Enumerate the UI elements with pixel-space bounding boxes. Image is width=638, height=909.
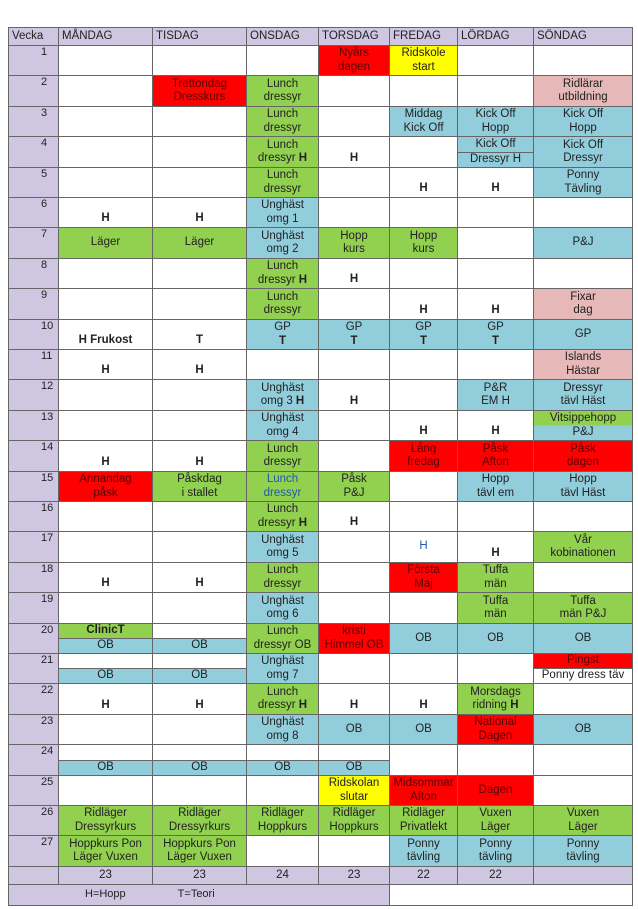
week-8-lor — [457, 258, 534, 289]
week-25-tis — [152, 775, 247, 806]
week-16-fre — [389, 501, 458, 532]
week-2-son: Ridlärar utbildning — [533, 75, 633, 107]
week-17-tor — [318, 531, 390, 563]
week-8-ons-line2-text: dressyr — [257, 273, 299, 286]
week-24-ons: ÖB — [246, 760, 319, 776]
week-number-3: 3 — [8, 106, 59, 137]
week-21-man-top — [58, 653, 153, 669]
summary-week-count-4: 23 — [318, 866, 390, 885]
week-27-lor: Ponny tävling — [457, 835, 534, 867]
week-27-tor — [318, 835, 390, 867]
week-number-5: 5 — [8, 167, 59, 198]
week-26-lor: Vuxen Läger — [457, 805, 534, 836]
week-9-man — [58, 288, 153, 320]
week-8-man — [58, 258, 153, 289]
week-3-tis — [152, 106, 247, 137]
week-24-son — [533, 744, 633, 776]
header-day-3: ONSDAG — [246, 27, 319, 46]
week-10-tor-line2-text: T — [350, 334, 358, 347]
week-21-lor — [457, 653, 534, 684]
week-9-tis — [152, 288, 247, 320]
week-number-13: 13 — [8, 410, 59, 441]
week-number-20: 20 — [8, 623, 59, 654]
week-13-son: Vitsippehopp P&J — [533, 410, 633, 441]
week-13-ons: Unghäst omg 4 — [246, 410, 319, 441]
week-7-son: P&J — [533, 227, 633, 259]
week-20-man-top-text: Clinic — [86, 624, 118, 637]
week-22-son — [533, 683, 633, 715]
week-5-tor — [318, 167, 390, 198]
week-6-son — [533, 197, 633, 228]
week-4-lor-top-text: Kick Off — [475, 137, 516, 150]
header-vecka: Vecka — [8, 27, 59, 46]
week-16-son — [533, 501, 633, 532]
week-22-ons — [246, 683, 319, 715]
week-6-lor — [457, 197, 534, 228]
week-17-man — [58, 531, 153, 563]
week-3-son: Kick Off Hopp — [533, 106, 633, 137]
week-18-man: H — [58, 562, 153, 593]
week-21-son-top — [533, 653, 633, 669]
week-22-tor: H — [318, 683, 390, 715]
week-15-lor: Hopp tävl em — [457, 471, 534, 502]
week-14-man: H — [58, 440, 153, 472]
week-number-24: 24 — [8, 744, 59, 776]
week-21-son-bottom: Ponny dress täv — [533, 668, 633, 684]
week-22-fre: H — [389, 683, 458, 715]
week-7-lor — [457, 227, 534, 259]
week-10-fre-line2 — [420, 335, 427, 349]
week-15-son: Hopp tävl Häst — [533, 471, 633, 502]
week-2-man — [58, 75, 153, 107]
header-day-4: TORSDAG — [318, 27, 390, 46]
week-18-son — [533, 562, 633, 593]
week-22-lor — [457, 683, 534, 715]
week-number-6: 6 — [8, 197, 59, 228]
week-22-ons-hopp-mark: H — [298, 699, 308, 711]
week-18-fre: Första Maj — [389, 562, 458, 593]
week-4-son: Kick Off Dressyr — [533, 136, 633, 168]
week-24-ons-top — [246, 744, 319, 761]
week-4-ons-line1: Lunch — [266, 138, 299, 151]
week-2-tor — [318, 75, 390, 107]
week-20-man-bottom: OB — [58, 638, 153, 654]
week-10-lor-line2 — [492, 335, 499, 349]
week-15-man: Annandag påsk — [58, 471, 153, 502]
week-26-tis: Ridläger Dressyrkurs — [152, 805, 247, 836]
week-6-tor — [318, 197, 390, 228]
week-22-man: H — [58, 683, 153, 715]
week-16-lor — [457, 501, 534, 532]
week-8-tor: H — [318, 258, 390, 289]
week-23-ons: Unghäst omg 8 — [246, 714, 319, 745]
week-24-tis: ÖB — [152, 760, 247, 776]
week-16-man — [58, 501, 153, 532]
week-6-tis: H — [152, 197, 247, 228]
week-number-21: 21 — [8, 653, 59, 684]
legend-teori: T=Teori — [177, 888, 215, 901]
week-25-man — [58, 775, 153, 806]
week-5-son: Ponny Tävling — [533, 167, 633, 198]
week-21-fre — [389, 653, 458, 684]
week-7-fre: Hopp kurs — [389, 227, 458, 259]
week-4-man — [58, 136, 153, 168]
week-23-tis — [152, 714, 247, 745]
week-10-fre — [389, 319, 458, 350]
week-10-ons — [246, 319, 319, 350]
summary-sunday — [533, 866, 633, 885]
week-10-man: H Frukost — [58, 319, 153, 350]
week-20-tis-top — [152, 623, 247, 639]
week-1-lor — [457, 45, 534, 76]
week-12-lor: P&R EM H — [457, 379, 534, 411]
week-16-tor: H — [318, 501, 390, 532]
week-4-fre — [389, 136, 458, 168]
week-11-man: H — [58, 349, 153, 380]
week-20-tor: kristi Himmel OB — [318, 623, 390, 654]
week-8-ons-line1: Lunch — [266, 260, 299, 272]
week-2-lor — [457, 75, 534, 107]
week-6-ons: Unghäst omg 1 — [246, 197, 319, 228]
week-20-tis: OB — [152, 638, 247, 654]
week-9-ons: Lunch dressyr — [246, 288, 319, 320]
week-9-lor: H — [457, 288, 534, 320]
week-26-fre: Ridläger Privatlekt — [389, 805, 458, 836]
week-14-tor — [318, 440, 390, 472]
week-16-ons-line2 — [258, 517, 307, 531]
week-19-ons: Unghäst omg 6 — [246, 592, 319, 624]
week-12-ons-line2 — [261, 395, 304, 409]
week-number-7: 7 — [8, 227, 59, 259]
week-number-26: 26 — [8, 805, 59, 836]
week-4-ons-line2-text: dressyr — [257, 152, 299, 164]
week-11-son: Islands Hästar — [533, 349, 633, 380]
week-7-tor: Hopp kurs — [318, 227, 390, 259]
week-20-man-teori-mark: T — [117, 624, 125, 637]
week-9-fre: H — [389, 288, 458, 320]
week-16-ons-line2-text: dressyr — [257, 516, 299, 529]
summary-week-count-1: 23 — [58, 866, 153, 885]
week-13-lor: H — [457, 410, 534, 441]
week-24-tis-top — [152, 744, 247, 761]
week-21-ons: Unghäst omg 7 — [246, 653, 319, 684]
week-8-tis — [152, 258, 247, 289]
week-11-tis: H — [152, 349, 247, 380]
week-1-man — [58, 45, 153, 76]
week-12-ons-line1: Unghäst — [261, 381, 304, 394]
summary-label — [8, 866, 59, 885]
legend-empty — [389, 884, 633, 906]
week-20-man-top — [58, 623, 153, 639]
week-number-12: 12 — [8, 379, 59, 411]
week-13-tis — [152, 410, 247, 441]
week-10-tor — [318, 319, 390, 350]
week-16-tis — [152, 501, 247, 532]
week-24-man-top — [58, 744, 153, 761]
week-27-man: Hoppkurs Pon Läger Vuxen — [58, 835, 153, 867]
week-10-lor — [457, 319, 534, 350]
week-22-ons-line2-text: dressyr — [257, 699, 299, 711]
week-26-son: Vuxen Läger — [533, 805, 633, 836]
week-21-son-top-text: Pingst — [567, 654, 599, 667]
week-14-tis: H — [152, 440, 247, 472]
week-11-lor — [457, 349, 534, 380]
week-number-19: 19 — [8, 592, 59, 624]
week-1-ons — [246, 45, 319, 76]
summary-week-count-2: 23 — [152, 866, 247, 885]
week-24-fre — [389, 744, 458, 776]
legend-row — [8, 884, 390, 906]
week-23-tor: OB — [318, 714, 390, 745]
week-24-man: ÖB — [58, 760, 153, 776]
week-26-ons: Ridläger Hoppkurs — [246, 805, 319, 836]
week-4-lor-top — [457, 136, 534, 153]
week-9-son: Fixar dag — [533, 288, 633, 320]
week-4-ons-hopp-mark: H — [298, 152, 308, 164]
week-17-lor: H — [457, 531, 534, 563]
week-15-tor: Påsk P&J — [318, 471, 390, 502]
week-19-tis — [152, 592, 247, 624]
week-27-tis: Hoppkurs Pon Läger Vuxen — [152, 835, 247, 867]
week-8-ons-hopp-mark: H — [298, 273, 308, 286]
week-15-ons: Lunch dressyr — [246, 471, 319, 502]
week-22-ons-line2 — [258, 699, 307, 713]
week-15-fre — [389, 471, 458, 502]
week-number-18: 18 — [8, 562, 59, 593]
week-1-fre: Ridskole start — [389, 45, 458, 76]
week-26-man: Ridläger Dressyrkurs — [58, 805, 153, 836]
summary-week-count-6: 22 — [457, 866, 534, 885]
week-number-17: 17 — [8, 531, 59, 563]
week-number-4: 4 — [8, 136, 59, 168]
week-23-lor: National Dagen — [457, 714, 534, 745]
week-14-ons: Lunch dressyr — [246, 440, 319, 472]
summary-week-count-5: 22 — [389, 866, 458, 885]
week-8-son — [533, 258, 633, 289]
week-10-ons-line1: GP — [274, 321, 291, 333]
week-13-man — [58, 410, 153, 441]
week-23-fre: OB — [389, 714, 458, 745]
week-7-tis: Läger — [152, 227, 247, 259]
week-number-1: 1 — [8, 45, 59, 76]
header-day-2: TISDAG — [152, 27, 247, 46]
week-15-tis: Påskdag i stallet — [152, 471, 247, 502]
week-3-lor: Kick Off Hopp — [457, 106, 534, 137]
week-20-ons: Lunch dressyr OB — [246, 623, 319, 654]
week-number-11: 11 — [8, 349, 59, 380]
week-1-tor: Nyårs dagen — [318, 45, 390, 76]
week-21-man: OB — [58, 668, 153, 684]
week-6-fre — [389, 197, 458, 228]
week-12-ons-line2-text: omg 3 — [260, 395, 296, 407]
week-12-tor: H — [318, 379, 390, 411]
week-number-9: 9 — [8, 288, 59, 320]
week-14-fre: Lång fredag — [389, 440, 458, 472]
week-18-lor: Tuffa män — [457, 562, 534, 593]
week-10-ons-line2 — [279, 335, 286, 349]
week-9-tor — [318, 288, 390, 320]
week-19-lor: Tuffa män — [457, 592, 534, 624]
week-19-son: Tuffa män P&J — [533, 592, 633, 624]
week-13-fre: H — [389, 410, 458, 441]
week-19-tor — [318, 592, 390, 624]
header-day-6: LÖRDAG — [457, 27, 534, 46]
week-5-ons: Lunch dressyr — [246, 167, 319, 198]
week-22-lor-hopp-mark: H — [510, 699, 519, 711]
week-7-ons: Unghäst omg 2 — [246, 227, 319, 259]
week-3-ons: Lunch dressyr — [246, 106, 319, 137]
week-18-tis: H — [152, 562, 247, 593]
week-16-ons-line1: Lunch — [266, 503, 299, 515]
week-number-27: 27 — [8, 835, 59, 867]
week-3-man — [58, 106, 153, 137]
week-22-lor-line2-text: ridning — [472, 699, 511, 711]
week-number-25: 25 — [8, 775, 59, 806]
week-17-son: Vår kobinationen — [533, 531, 633, 563]
week-10-lor-line1: GP — [487, 321, 504, 333]
week-5-lor: H — [457, 167, 534, 198]
week-24-lor — [457, 744, 534, 776]
week-27-fre: Ponny tävling — [389, 835, 458, 867]
week-5-tis — [152, 167, 247, 198]
week-12-fre — [389, 379, 458, 411]
week-14-lor: Påsk Afton — [457, 440, 534, 472]
week-3-fre: Middag Kick Off — [389, 106, 458, 137]
week-25-fre: Midsommar Afton — [389, 775, 458, 806]
week-17-fre: H — [389, 531, 458, 563]
week-10-lor-line2-text: T — [491, 334, 500, 347]
week-number-15: 15 — [8, 471, 59, 502]
week-20-son: OB — [533, 623, 633, 654]
week-21-tis: OB — [152, 668, 247, 684]
week-2-fre — [389, 75, 458, 107]
week-number-8: 8 — [8, 258, 59, 289]
summary-week-count-3: 24 — [246, 866, 319, 885]
week-number-16: 16 — [8, 501, 59, 532]
week-19-man — [58, 592, 153, 624]
week-26-tor: Ridläger Hoppkurs — [318, 805, 390, 836]
week-10-fre-line2-text: T — [419, 334, 428, 347]
header-day-7: SÖNDAG — [533, 27, 633, 46]
week-23-man — [58, 714, 153, 745]
legend-hopp: H=Hopp — [85, 888, 126, 901]
week-5-man — [58, 167, 153, 198]
week-number-10: 10 — [8, 319, 59, 350]
week-10-fre-line1: GP — [415, 321, 432, 333]
week-20-fre: OB — [389, 623, 458, 654]
week-18-tor — [318, 562, 390, 593]
week-8-ons-line2 — [258, 274, 307, 288]
week-4-ons — [246, 136, 319, 168]
week-25-ons — [246, 775, 319, 806]
week-11-fre — [389, 349, 458, 380]
week-25-tor: Ridskolan slutar — [318, 775, 390, 806]
week-12-man — [58, 379, 153, 411]
week-2-tis: Trettondag Dresskurs — [152, 75, 247, 107]
week-11-ons — [246, 349, 319, 380]
week-10-tor-line1: GP — [345, 321, 363, 333]
week-25-lor: Dagen — [457, 775, 534, 806]
week-number-2: 2 — [8, 75, 59, 107]
week-4-ons-line2 — [258, 152, 307, 166]
week-12-ons — [246, 379, 319, 411]
week-19-fre — [389, 592, 458, 624]
week-22-ons-line1: Lunch — [266, 685, 299, 698]
week-11-tor — [318, 349, 390, 380]
week-17-ons: Unghäst omg 5 — [246, 531, 319, 563]
week-1-son — [533, 45, 633, 76]
week-4-lor-bottom: Dressyr H — [457, 152, 534, 168]
week-22-lor-line2 — [472, 699, 518, 713]
week-25-son — [533, 775, 633, 806]
week-22-tis: H — [152, 683, 247, 715]
week-27-ons — [246, 835, 319, 867]
week-8-ons — [246, 258, 319, 289]
header-day-1: MÅNDAG — [58, 27, 153, 46]
week-24-tor-top — [318, 744, 390, 761]
week-14-son: Påsk dagen — [533, 440, 633, 472]
week-1-tis — [152, 45, 247, 76]
week-27-son: Ponny tävling — [533, 835, 633, 867]
week-18-ons: Lunch dressyr — [246, 562, 319, 593]
week-10-ons-line2-text: T — [278, 334, 287, 347]
week-10-tor-line2 — [350, 335, 357, 349]
week-2-ons: Lunch dressyr — [246, 75, 319, 107]
week-6-man: H — [58, 197, 153, 228]
week-22-lor-line1: Morsdags — [470, 685, 521, 698]
week-21-tis-top — [152, 653, 247, 669]
week-16-ons — [246, 501, 319, 532]
week-17-tis — [152, 531, 247, 563]
week-7-man: Läger — [58, 227, 153, 259]
week-12-son: Dressyr tävl Häst — [533, 379, 633, 411]
week-23-son: OB — [533, 714, 633, 745]
week-13-tor — [318, 410, 390, 441]
week-20-lor: OB — [457, 623, 534, 654]
week-24-tor: ÖB — [318, 760, 390, 776]
week-number-23: 23 — [8, 714, 59, 745]
week-10-tis: T — [152, 319, 247, 350]
week-21-tor — [318, 653, 390, 684]
week-5-fre: H — [389, 167, 458, 198]
header-day-5: FREDAG — [389, 27, 458, 46]
week-number-14: 14 — [8, 440, 59, 472]
week-4-tis — [152, 136, 247, 168]
week-8-fre — [389, 258, 458, 289]
week-12-tis — [152, 379, 247, 411]
week-12-ons-hopp-mark: H — [295, 395, 305, 407]
week-4-tor: H — [318, 136, 390, 168]
week-number-22: 22 — [8, 683, 59, 715]
week-3-tor — [318, 106, 390, 137]
week-10-son: GP — [533, 319, 633, 350]
week-16-ons-hopp-mark: H — [298, 516, 308, 529]
